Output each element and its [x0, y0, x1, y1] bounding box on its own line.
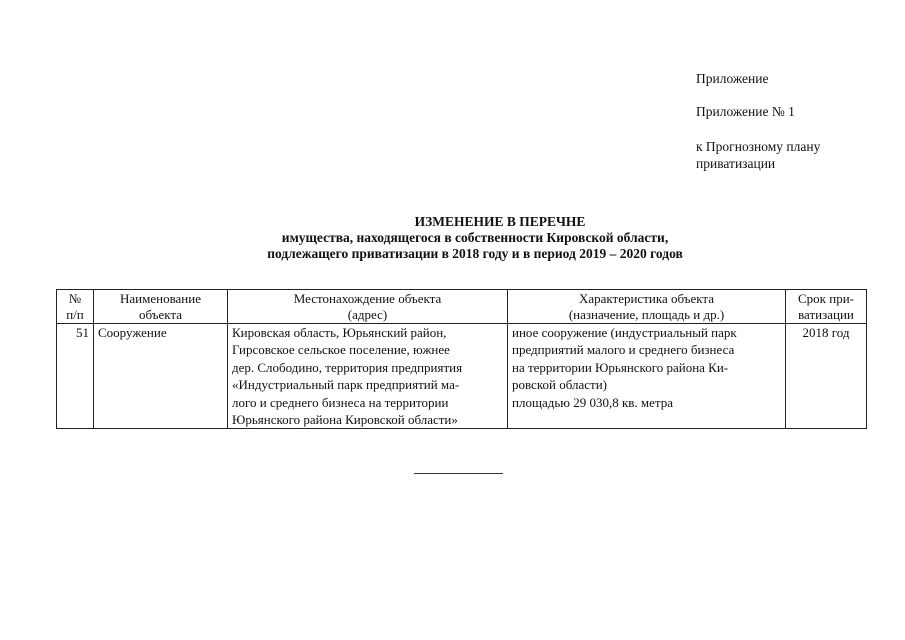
- cell-location: [228, 324, 508, 429]
- header-name: [94, 290, 228, 324]
- characteristic-line: предприятий малого и среднего бизнеса: [512, 342, 735, 358]
- header-location-line: Местонахождение объекта: [293, 291, 442, 306]
- header-location: [228, 290, 508, 324]
- table-row: [57, 324, 867, 429]
- header-num-line: п/п: [66, 306, 84, 322]
- location-line: дер. Слободино, территория предприятия: [232, 359, 463, 375]
- location-line: Кировская область, Юрьянский район,: [232, 325, 447, 340]
- location-line: «Индустриальный парк предприятий ма-: [232, 377, 460, 393]
- title-line-2: имущества, находящегося в собственности Кировской области,: [281, 230, 669, 245]
- header-characteristic-line: (назначение, площадь и др.): [568, 306, 725, 322]
- cell-num: 51: [57, 324, 94, 429]
- characteristic-line: площадью 29 030,8 кв. метра: [512, 394, 674, 410]
- header-characteristic-line: Характеристика объекта: [578, 291, 715, 306]
- location-line: Юрьянского района Кировской области»: [232, 412, 458, 428]
- header-name-line: объекта: [138, 306, 183, 322]
- annex-number: Приложение № 1: [696, 104, 795, 119]
- cell-name: Сооружение: [94, 324, 228, 429]
- annex-reference: к Прогнозному плану приватизации: [696, 139, 821, 171]
- header-term: [786, 290, 867, 324]
- header-term-line: ватизации: [798, 306, 854, 322]
- property-table: [56, 289, 867, 429]
- annex-label: Приложение: [696, 71, 769, 86]
- header-term-line: Срок при-: [798, 291, 854, 306]
- table-header-row: [57, 290, 867, 324]
- cell-characteristic: [508, 324, 786, 429]
- location-line: Гирсовское сельское поселение, южнее: [232, 342, 450, 358]
- characteristic-line: на территории Юрьянского района Ки-: [512, 359, 729, 375]
- header-num-line: №: [68, 291, 82, 306]
- header-location-line: (адрес): [347, 306, 388, 322]
- cell-term: 2018 год: [786, 324, 867, 429]
- header-num: [57, 290, 94, 324]
- title-line-3: подлежащего приватизации в 2018 году и в период 2019 – 2020 годов: [267, 246, 683, 261]
- header-characteristic: [508, 290, 786, 324]
- characteristic-line: иное сооружение (индустриальный парк: [512, 325, 737, 340]
- characteristic-line: ровской области): [512, 377, 607, 393]
- title-line-1: ИЗМЕНЕНИЕ В ПЕРЕЧНЕ: [414, 214, 586, 229]
- document-title: [100, 214, 850, 262]
- end-divider: [414, 473, 503, 474]
- location-line: лого и среднего бизнеса на территории: [232, 394, 449, 410]
- header-name-line: Наименование: [120, 291, 201, 306]
